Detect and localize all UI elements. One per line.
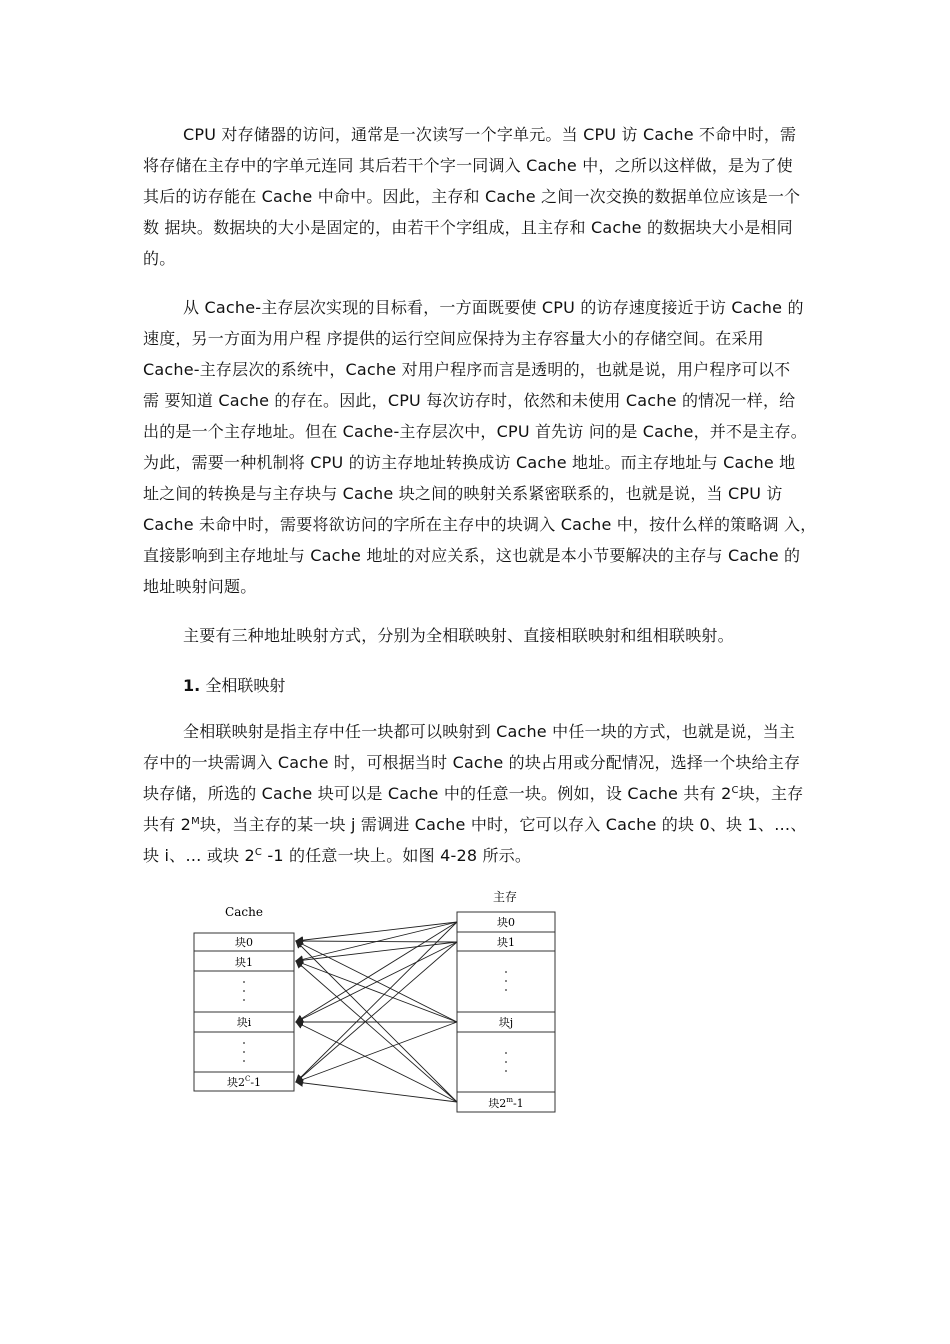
paragraph-2 bbox=[143, 292, 817, 602]
text-line: 直接影响到主存地址与 Cache 地址的对应关系，这也就是本小节要解决的主存与 Cache 的 bbox=[143, 546, 801, 565]
mapping-line bbox=[296, 1082, 457, 1102]
mapping-line bbox=[296, 942, 457, 961]
text-line bbox=[143, 778, 808, 809]
main-ellipsis-2 bbox=[505, 1052, 507, 1072]
cache-title: Cache bbox=[225, 905, 263, 919]
paragraph-3 bbox=[143, 620, 808, 651]
text-line: CPU 对存储器的访问，通常是一次读写一个字单元。当 CPU 访 Cache 不命中时，需 bbox=[183, 125, 797, 144]
main-block-last-tail: -1 bbox=[512, 1097, 524, 1110]
text-line: 速度，另一方面为用户程 序提供的运行空间应保持为主存容量大小的存储空间。在采用 bbox=[143, 329, 764, 348]
cache-ellipsis-1 bbox=[243, 981, 245, 1001]
text-line: 址之间的转换是与主存块与 Cache 块之间的映射关系紧密联系的，也就是说，当 CPU 访 bbox=[143, 484, 783, 503]
text-segment: 共有 2 bbox=[143, 815, 192, 834]
heading-text: 全相联映射 bbox=[205, 676, 286, 695]
superscript: C bbox=[731, 785, 739, 796]
mapping-line bbox=[296, 942, 457, 1082]
mapping-line bbox=[296, 922, 457, 941]
text-line: 其后的访存能在 Cache 中命中。因此，主存和 Cache 之间一次交换的数据单位应该是一个 bbox=[143, 187, 801, 206]
main-memory-title: 主存 bbox=[492, 890, 518, 904]
main-block-last bbox=[488, 1096, 523, 1110]
mapping-line bbox=[296, 941, 457, 942]
text-segment: 块，当主存的某一块 j 需调进 Cache 中时，它可以存入 Cache 的块 0、块 1、…、 bbox=[199, 815, 807, 834]
text-line: 将存储在主存中的字单元连同 其后若干个字一同调入 Cache 中，之所以这样做，是为了使 bbox=[143, 156, 793, 175]
paragraph-1 bbox=[143, 119, 808, 274]
mapping-line bbox=[296, 961, 457, 1022]
cache-block-last-tail: -1 bbox=[250, 1076, 262, 1089]
mapping-lines bbox=[296, 922, 457, 1102]
text-line: 数 据块。数据块的大小是固定的，由若干个字组成，且主存和 Cache 的数据块大小是相同 bbox=[143, 218, 793, 237]
mapping-diagram bbox=[190, 885, 570, 1120]
cache-ellipsis-2 bbox=[243, 1042, 245, 1062]
text-line: 存中的一块需调入 Cache 时，可根据当时 Cache 的块占用或分配情况，选择一个块给主存 bbox=[143, 753, 801, 772]
text-line: 出的是一个主存地址。但在 Cache-主存层次中，CPU 首先访 问的是 Cache，并不是主存。 bbox=[143, 422, 807, 441]
main-block-1: 块1 bbox=[497, 936, 515, 949]
text-line: 的。 bbox=[143, 249, 176, 268]
paragraph-4 bbox=[143, 716, 808, 871]
heading-number: 1. bbox=[183, 676, 201, 695]
superscript: C bbox=[254, 847, 263, 858]
main-block-j: 块j bbox=[498, 1016, 514, 1029]
text-line: 需 要知道 Cache 的存在。因此，CPU 每次访存时，依然和未使用 Cache 的情况一样，给 bbox=[143, 391, 796, 410]
cache-block-last bbox=[227, 1075, 261, 1089]
section-heading bbox=[183, 670, 285, 701]
main-block-last-sup: m bbox=[506, 1096, 513, 1104]
text-line: Cache 未命中时，需要将欲访问的字所在主存中的块调入 Cache 中，按什么样的策略调 入， bbox=[143, 515, 817, 534]
text-line bbox=[143, 809, 808, 840]
main-block-0: 块0 bbox=[497, 916, 515, 929]
text-line: 为此，需要一种机制将 CPU 的访主存地址转换成访 Cache 地址。而主存地址与 Cache 地 bbox=[143, 453, 796, 472]
mapping-line bbox=[296, 922, 457, 1082]
main-block-last-base: 块2 bbox=[488, 1097, 507, 1110]
text-line bbox=[143, 840, 808, 871]
text-segment: -1 的任意一块上。如图 4-28 所示。 bbox=[262, 846, 532, 865]
mapping-line bbox=[296, 1022, 457, 1102]
text-segment: 块存储，所选的 Cache 块可以是 Cache 中的任意一块。例如，设 Cache 共有 2 bbox=[143, 784, 732, 803]
cache-block-1: 块1 bbox=[235, 956, 253, 969]
text-line: 地址映射问题。 bbox=[143, 577, 257, 596]
text-line: 主要有三种地址映射方式，分别为全相联映射、直接相联映射和组相联映射。 bbox=[183, 626, 734, 645]
text-segment: 块 i、… 或块 2 bbox=[143, 846, 255, 865]
mapping-line bbox=[296, 941, 457, 1102]
main-ellipsis-1 bbox=[505, 971, 507, 991]
text-line: 从 Cache-主存层次实现的目标看，一方面既要使 CPU 的访存速度接近于访 Cache 的 bbox=[183, 298, 804, 317]
cache-block-i: 块i bbox=[236, 1016, 252, 1029]
cache-block-0: 块0 bbox=[235, 936, 253, 949]
text-line: 全相联映射是指主存中任一块都可以映射到 Cache 中任一块的方式，也就是说，当主 bbox=[183, 722, 796, 741]
superscript: M bbox=[191, 816, 200, 827]
text-segment: 块，主存 bbox=[738, 784, 804, 803]
cache-block-last-base: 块2 bbox=[226, 1076, 245, 1089]
mapping-line bbox=[296, 922, 457, 1022]
cache-block-last-sup: C bbox=[244, 1075, 251, 1083]
text-line: Cache-主存层次的系统中，Cache 对用户程序而言是透明的，也就是说，用户程序可以不 bbox=[143, 360, 791, 379]
